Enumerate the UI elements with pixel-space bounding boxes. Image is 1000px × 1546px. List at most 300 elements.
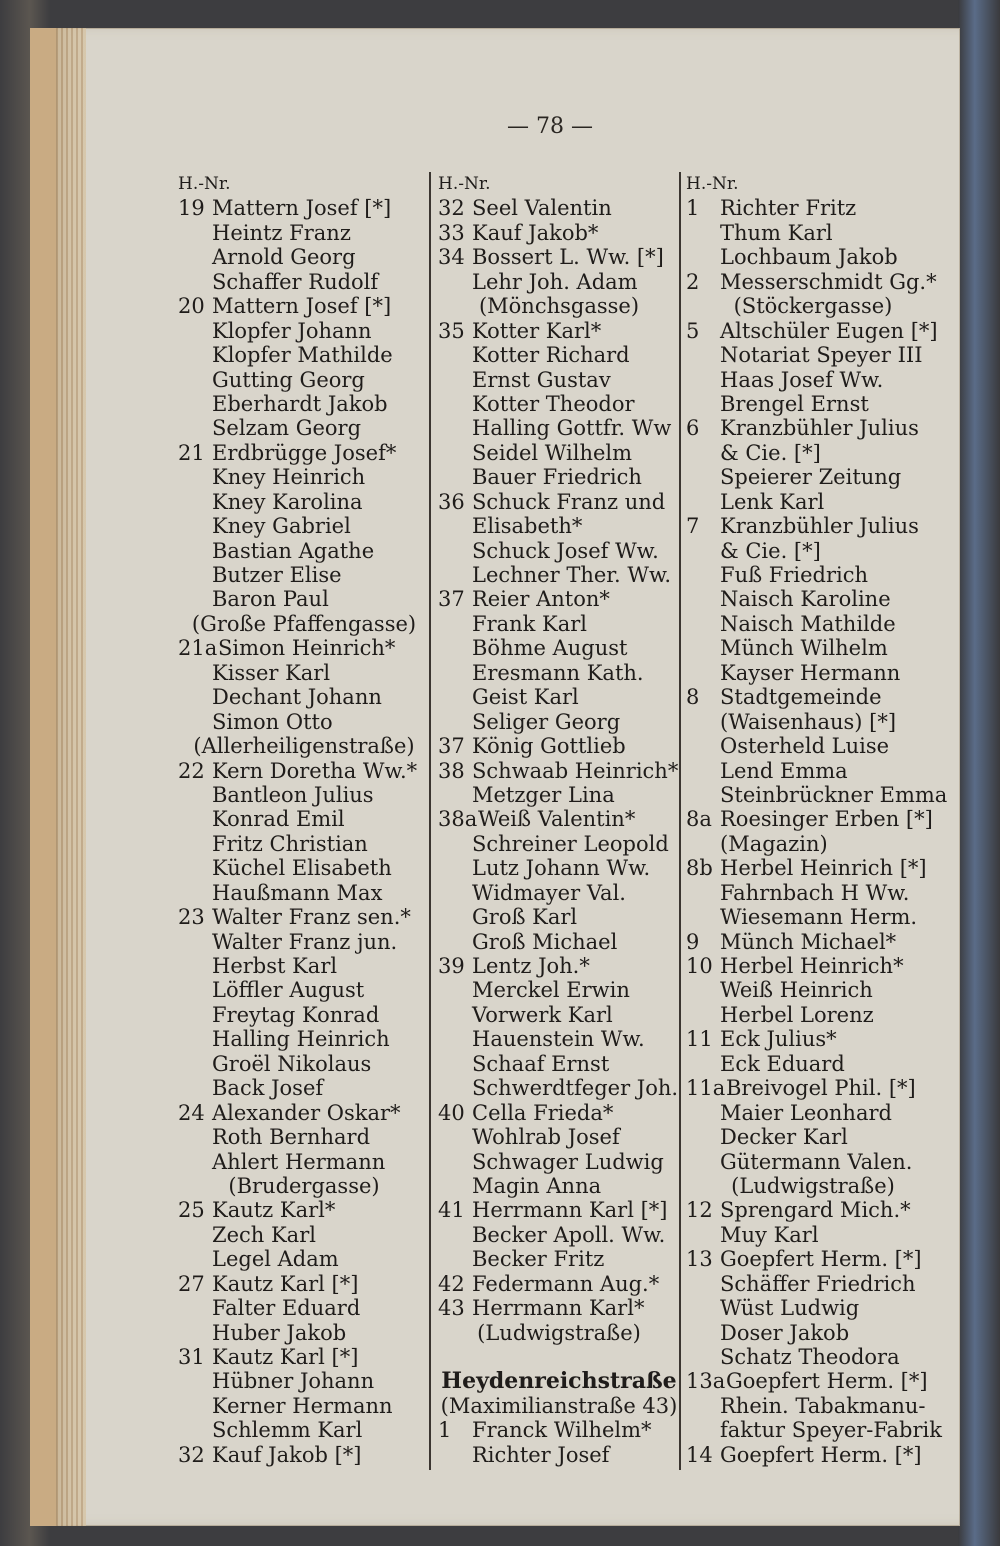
resident-entry	[438, 807, 680, 831]
house-number	[438, 856, 472, 880]
resident-entry	[686, 930, 940, 954]
house-number	[686, 1003, 720, 1027]
resident-name: Seliger Georg	[472, 709, 621, 734]
house-number	[438, 1150, 472, 1174]
house-number: 35	[438, 318, 465, 343]
resident-name: Groß Michael	[472, 929, 618, 954]
resident-entry	[438, 465, 680, 489]
cross-street-note	[178, 1174, 430, 1198]
resident-entry	[686, 685, 940, 709]
resident-entry	[686, 416, 940, 440]
resident-name: Eresmann Kath.	[472, 660, 644, 685]
house-number	[178, 807, 212, 831]
resident-entry	[686, 710, 940, 734]
resident-entry	[686, 1272, 940, 1296]
resident-entry	[178, 368, 430, 392]
resident-name: Becker Fritz	[472, 1247, 605, 1272]
resident-name: (Magazin)	[720, 831, 828, 856]
cross-street-text: (Ludwigstraße)	[731, 1173, 895, 1198]
resident-name: Metzger Lina	[472, 782, 615, 807]
resident-name: Herrmann Karl [*]	[472, 1198, 668, 1223]
house-number	[438, 514, 472, 538]
resident-entry	[686, 807, 940, 831]
house-number: 27	[178, 1271, 205, 1296]
resident-entry	[686, 734, 940, 758]
resident-name: Eck Eduard	[720, 1051, 845, 1076]
house-number	[178, 368, 212, 392]
resident-name: Widmayer Val.	[472, 880, 626, 905]
resident-name: Back Josef	[212, 1076, 324, 1101]
resident-name: Naisch Karoline	[720, 587, 891, 612]
resident-name: Butzer Elise	[212, 563, 342, 587]
resident-entry	[438, 1198, 680, 1222]
resident-entry	[178, 490, 430, 514]
resident-name: Messerschmidt Gg.*	[720, 269, 937, 294]
resident-name: Kauf Jakob*	[472, 220, 599, 245]
resident-entry	[178, 1272, 430, 1296]
resident-name: Thum Karl	[720, 220, 833, 245]
house-number	[178, 1150, 212, 1174]
resident-entry	[178, 1076, 430, 1100]
house-number	[178, 1223, 212, 1247]
cross-street-note	[178, 734, 430, 758]
resident-name: Münch Wilhelm	[720, 636, 888, 661]
house-number: 11a	[686, 1076, 726, 1101]
resident-name: König Gottlieb	[472, 734, 626, 759]
resident-name: Ernst Gustav	[472, 367, 611, 392]
house-number: 40	[438, 1100, 465, 1125]
resident-name: Roth Bernhard	[212, 1125, 371, 1150]
house-number	[438, 783, 472, 807]
resident-entry	[178, 1198, 430, 1222]
resident-entry	[686, 441, 940, 465]
house-number	[178, 783, 212, 807]
resident-name: Herbel Heinrich*	[720, 954, 904, 978]
resident-entry	[438, 1272, 680, 1296]
resident-entry	[438, 245, 680, 269]
resident-entry	[178, 685, 430, 709]
house-number: 38	[438, 758, 465, 783]
house-number: 1	[686, 196, 700, 221]
cross-street-note	[178, 612, 430, 636]
resident-name: Eberhardt Jakob	[212, 391, 388, 416]
resident-name: Frank Karl	[472, 611, 588, 636]
house-number	[686, 221, 720, 245]
resident-entry	[178, 1247, 430, 1271]
resident-name: Magin Anna	[472, 1173, 602, 1198]
resident-entry	[686, 1052, 940, 1076]
resident-name: Schwerdtfeger Joh.	[472, 1076, 679, 1101]
resident-name: Schaaf Ernst	[472, 1051, 610, 1076]
column-header	[438, 172, 680, 196]
resident-entry	[686, 270, 940, 294]
resident-entry	[438, 978, 680, 1002]
house-number	[438, 392, 472, 416]
house-number-header: H.-Nr.	[178, 174, 231, 194]
resident-name: Schuck Josef Ww.	[472, 538, 659, 563]
resident-name: Fahrnbach H Ww.	[720, 880, 910, 905]
resident-entry	[178, 636, 430, 660]
house-number	[686, 1296, 720, 1320]
resident-name: Lentz Joh.*	[472, 954, 590, 978]
house-number	[438, 441, 472, 465]
resident-entry	[178, 392, 430, 416]
page-gutter	[56, 28, 86, 1526]
resident-name: Altschüler Eugen [*]	[720, 318, 938, 343]
resident-entry	[178, 1321, 430, 1345]
house-number	[686, 759, 720, 783]
house-number	[438, 416, 472, 440]
resident-name: Bauer Friedrich	[472, 465, 642, 490]
resident-entry	[686, 1443, 940, 1467]
resident-entry	[178, 563, 430, 587]
cross-street-text: (Große Pfaffengasse)	[191, 611, 417, 636]
house-number: 41	[438, 1198, 465, 1223]
resident-entry	[178, 978, 430, 1002]
house-number	[178, 416, 212, 440]
house-number	[686, 368, 720, 392]
resident-name: Merckel Erwin	[472, 978, 630, 1003]
resident-entry	[686, 245, 940, 269]
house-number: 8	[686, 685, 700, 710]
house-number: 36	[438, 489, 465, 514]
resident-entry	[686, 319, 940, 343]
resident-entry	[438, 1125, 680, 1149]
resident-name: Schreiner Leopold	[472, 831, 669, 856]
resident-name: Schuck Franz und	[472, 489, 666, 514]
house-number	[438, 881, 472, 905]
resident-entry	[438, 196, 680, 220]
house-number	[178, 587, 212, 611]
house-number	[686, 734, 720, 758]
resident-entry	[686, 759, 940, 783]
house-number	[178, 930, 212, 954]
house-number	[686, 710, 720, 734]
resident-name: Haußmann Max	[212, 880, 383, 905]
cross-street-text: (Mönchsgasse)	[478, 294, 640, 319]
house-number	[686, 343, 720, 367]
resident-entry	[686, 612, 940, 636]
house-number	[686, 465, 720, 489]
house-number	[438, 978, 472, 1002]
house-number	[438, 1247, 472, 1271]
house-number	[438, 1003, 472, 1027]
resident-name: Küchel Elisabeth	[212, 856, 392, 881]
house-number: 32	[178, 1442, 205, 1467]
resident-entry	[686, 1125, 940, 1149]
resident-entry	[178, 1150, 430, 1174]
house-number	[178, 465, 212, 489]
resident-entry	[686, 1418, 940, 1442]
resident-entry	[178, 196, 430, 220]
resident-entry	[438, 1003, 680, 1027]
resident-entry	[686, 1394, 940, 1418]
resident-name: Schaffer Rudolf	[212, 269, 379, 294]
resident-name: Wiesemann Herm.	[720, 905, 918, 930]
resident-entry	[438, 685, 680, 709]
resident-name: Schwager Ludwig	[472, 1149, 664, 1174]
resident-entry	[686, 392, 940, 416]
resident-entry	[438, 416, 680, 440]
resident-entry	[438, 514, 680, 538]
house-number	[178, 539, 212, 563]
resident-name: Muy Karl	[720, 1222, 819, 1247]
resident-entry	[178, 710, 430, 734]
resident-entry	[438, 343, 680, 367]
resident-name: Halling Heinrich	[212, 1027, 390, 1052]
resident-name: Kautz Karl [*]	[212, 1345, 359, 1369]
house-number: 24	[178, 1100, 205, 1125]
house-number	[686, 636, 720, 660]
resident-name: Kotter Theodor	[472, 391, 635, 416]
resident-name: Arnold Georg	[212, 245, 356, 270]
resident-entry	[686, 832, 940, 856]
house-number	[438, 368, 472, 392]
resident-entry	[686, 539, 940, 563]
resident-entry	[686, 1345, 940, 1369]
house-number: 33	[438, 220, 465, 245]
house-number	[686, 490, 720, 514]
house-number	[686, 587, 720, 611]
resident-entry	[686, 954, 940, 978]
house-number: 20	[178, 294, 205, 319]
resident-name: Klopfer Mathilde	[212, 343, 393, 368]
resident-name: Hübner Johann	[212, 1369, 375, 1394]
resident-name: Wüst Ludwig	[720, 1296, 860, 1321]
resident-name: & Cie. [*]	[720, 440, 821, 465]
resident-name: Roesinger Erben [*]	[720, 807, 933, 832]
resident-name: Münch Michael*	[720, 929, 897, 954]
resident-entry	[438, 636, 680, 660]
resident-name: Kern Doretha Ww.*	[212, 758, 418, 783]
resident-name: Weiß Valentin*	[478, 807, 636, 832]
house-number-header: H.-Nr.	[438, 174, 491, 194]
page-number: — 78 —	[507, 114, 593, 139]
resident-name: Seidel Wilhelm	[472, 440, 633, 465]
resident-entry	[686, 905, 940, 929]
directory-column-1	[178, 172, 430, 1467]
house-number	[178, 1076, 212, 1100]
resident-entry	[438, 1174, 680, 1198]
resident-entry	[178, 221, 430, 245]
resident-name: Hauenstein Ww.	[472, 1027, 645, 1052]
house-number: 21a	[178, 636, 218, 661]
resident-entry	[686, 881, 940, 905]
resident-name: Maier Leonhard	[720, 1100, 892, 1125]
house-number	[178, 563, 212, 587]
resident-entry	[438, 1101, 680, 1125]
house-number: 12	[686, 1198, 713, 1223]
resident-name: Eck Julius*	[720, 1027, 837, 1052]
resident-entry	[438, 1150, 680, 1174]
house-number	[438, 539, 472, 563]
resident-entry	[178, 294, 430, 318]
resident-name: Kranzbühler Julius	[720, 416, 919, 441]
resident-entry	[686, 661, 940, 685]
house-number: 31	[178, 1345, 205, 1369]
house-number	[686, 1272, 720, 1296]
resident-entry	[686, 1150, 940, 1174]
resident-name: Kotter Richard	[472, 343, 630, 368]
house-number	[178, 1369, 212, 1393]
resident-entry	[178, 343, 430, 367]
resident-entry	[178, 905, 430, 929]
house-number: 11	[686, 1027, 713, 1052]
resident-entry	[438, 587, 680, 611]
resident-name: Huber Jakob	[212, 1320, 347, 1345]
resident-name: Herrmann Karl*	[472, 1296, 645, 1321]
directory-column-2	[438, 172, 680, 1467]
resident-entry	[178, 319, 430, 343]
resident-name: Franck Wilhelm*	[472, 1418, 652, 1443]
directory-column-3	[686, 172, 948, 1467]
resident-name: Goepfert Herm. [*]	[726, 1369, 928, 1394]
house-number	[438, 930, 472, 954]
resident-name: Simon Otto	[212, 709, 333, 734]
house-number	[438, 661, 472, 685]
house-number: 42	[438, 1271, 465, 1296]
resident-entry	[178, 1394, 430, 1418]
resident-entry	[178, 514, 430, 538]
resident-name: Bossert L. Ww. [*]	[472, 245, 664, 270]
resident-entry	[686, 978, 940, 1002]
house-number	[438, 343, 472, 367]
street-heading-text: Heydenreichstraße	[441, 1368, 677, 1395]
cross-street-text: (Ludwigstraße)	[477, 1320, 641, 1345]
house-number	[686, 563, 720, 587]
house-number	[178, 245, 212, 269]
resident-name: Doser Jakob	[720, 1320, 850, 1345]
resident-entry	[178, 587, 430, 611]
resident-entry	[178, 1027, 430, 1051]
resident-name: Walter Franz sen.*	[212, 905, 411, 930]
house-number	[686, 612, 720, 636]
house-number	[178, 1321, 212, 1345]
resident-name: Heintz Franz	[212, 220, 351, 245]
resident-name: Löffler August	[212, 978, 365, 1003]
resident-name: Herbel Heinrich [*]	[720, 856, 927, 881]
resident-entry	[178, 539, 430, 563]
resident-name: Elisabeth*	[472, 514, 583, 539]
resident-entry	[178, 441, 430, 465]
house-number: 38a	[438, 807, 478, 832]
resident-name: Seel Valentin	[472, 196, 612, 221]
resident-name: Kautz Karl [*]	[212, 1271, 359, 1296]
resident-name: Erdbrügge Josef*	[212, 440, 397, 465]
house-number	[438, 612, 472, 636]
resident-name: Becker Apoll. Ww.	[472, 1222, 666, 1247]
resident-entry	[178, 1443, 430, 1467]
resident-entry	[686, 368, 940, 392]
house-number	[686, 245, 720, 269]
resident-entry	[178, 930, 430, 954]
resident-entry	[178, 1052, 430, 1076]
resident-entry	[686, 587, 940, 611]
house-number	[178, 1003, 212, 1027]
resident-entry	[438, 954, 680, 978]
resident-entry	[178, 881, 430, 905]
resident-entry	[686, 1296, 940, 1320]
resident-name: & Cie. [*]	[720, 538, 821, 563]
house-number	[178, 1394, 212, 1418]
resident-name: Kautz Karl*	[212, 1198, 336, 1223]
house-number: 7	[686, 514, 700, 539]
resident-name: Naisch Mathilde	[720, 611, 896, 636]
resident-name: Kney Heinrich	[212, 465, 366, 490]
resident-entry	[438, 881, 680, 905]
house-number-header: H.-Nr.	[686, 174, 739, 194]
resident-entry	[178, 1223, 430, 1247]
resident-entry	[686, 514, 940, 538]
resident-entry	[686, 1198, 940, 1222]
house-number	[178, 1125, 212, 1149]
house-number	[178, 270, 212, 294]
resident-entry	[686, 1247, 940, 1271]
resident-name: Schwaab Heinrich*	[472, 758, 679, 783]
house-number	[178, 881, 212, 905]
resident-entry	[686, 196, 940, 220]
house-number	[178, 1296, 212, 1320]
resident-name: Osterheld Luise	[720, 734, 890, 759]
resident-entry	[438, 368, 680, 392]
resident-entry	[178, 1125, 430, 1149]
house-number	[438, 1052, 472, 1076]
resident-entry	[178, 759, 430, 783]
house-number: 22	[178, 758, 205, 783]
house-number	[178, 221, 212, 245]
house-number	[686, 783, 720, 807]
house-number	[686, 1125, 720, 1149]
house-number	[438, 710, 472, 734]
resident-entry	[438, 710, 680, 734]
house-number	[178, 832, 212, 856]
house-number	[178, 856, 212, 880]
resident-entry	[686, 1101, 940, 1125]
house-number	[686, 392, 720, 416]
resident-name: Zech Karl	[212, 1222, 316, 1247]
resident-entry	[438, 1052, 680, 1076]
house-number: 9	[686, 929, 700, 954]
resident-name: Notariat Speyer III	[720, 343, 923, 368]
resident-name: Alexander Oskar*	[212, 1100, 401, 1125]
resident-name: Groël Nikolaus	[212, 1051, 372, 1076]
resident-entry	[178, 270, 430, 294]
house-number: 2	[686, 269, 700, 294]
resident-entry	[178, 1345, 430, 1369]
resident-entry	[686, 636, 940, 660]
resident-entry	[438, 563, 680, 587]
cross-street-note	[438, 1394, 680, 1418]
resident-name: Falter Eduard	[212, 1296, 361, 1321]
resident-name: Steinbrückner Emma	[720, 782, 948, 807]
resident-name: Vorwerk Karl	[472, 1002, 613, 1027]
cross-street-note	[686, 294, 940, 318]
house-number	[178, 1247, 212, 1271]
cross-street-text: (Maximilianstraße 43)	[440, 1393, 678, 1418]
resident-name: Mattern Josef [*]	[212, 294, 392, 319]
house-number: 14	[686, 1442, 713, 1467]
resident-entry	[178, 465, 430, 489]
resident-entry	[438, 319, 680, 343]
house-number	[686, 1223, 720, 1247]
house-number	[438, 1125, 472, 1149]
resident-name: Sprengard Mich.*	[720, 1198, 911, 1223]
resident-name: Fritz Christian	[212, 831, 368, 856]
resident-entry	[438, 930, 680, 954]
resident-name: Schäffer Friedrich	[720, 1271, 916, 1296]
resident-name: Lutz Johann Ww.	[472, 856, 651, 881]
resident-name: Kauf Jakob [*]	[212, 1442, 362, 1467]
